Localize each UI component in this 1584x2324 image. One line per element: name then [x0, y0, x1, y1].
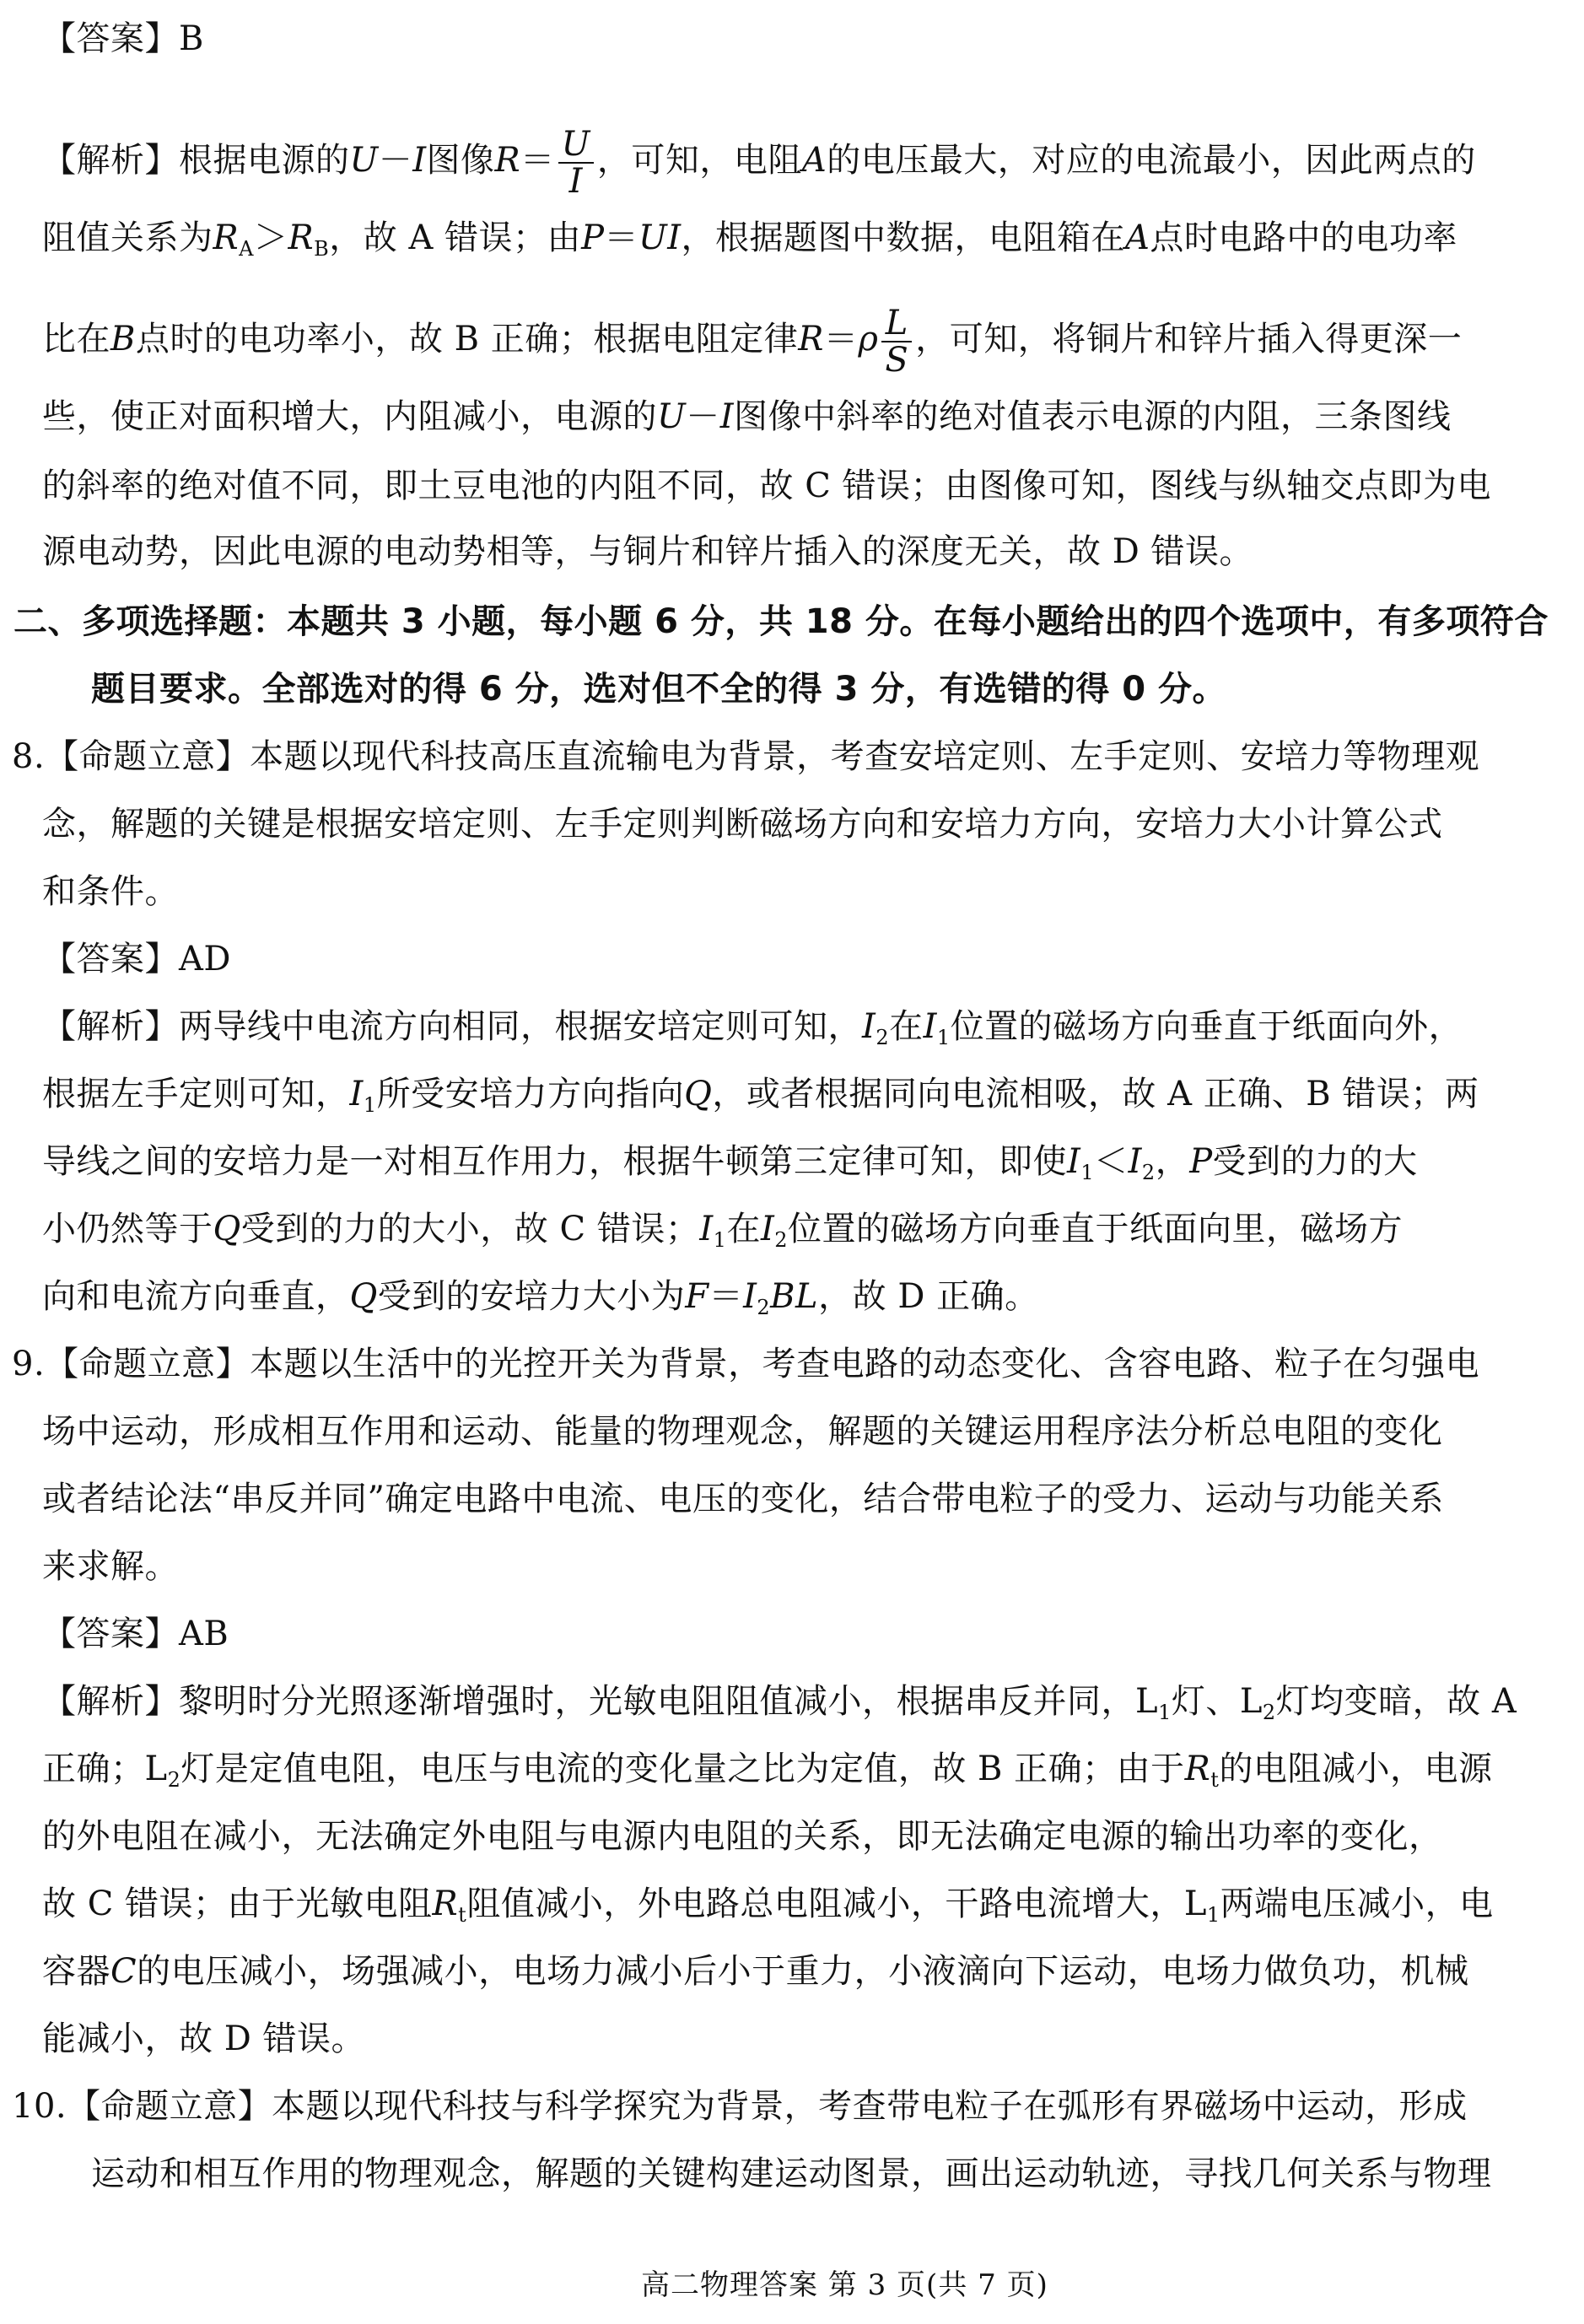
q9-analysis-line-1: 【解析】黎明时分光照逐渐增强时，光敏电阻阻值减小，根据串反并同，$L_1$灯、$L_2$灯均变暗，故 A [42, 1682, 1517, 1724]
section-2-heading-line-2: 题目要求。全部选对的得 6 分，选对但不全的得 3 分，有选错的得 0 分。 [91, 670, 1227, 709]
q8-analysis-line-2: 根据左手定则可知，$I_1$所受安培力方向指向Q，或者根据同向电流相吸，故 A 正确、B 错误；两 [42, 1075, 1479, 1117]
q8-intent-line-2: 念，解题的关键是根据安培定则、左手定则判断磁场方向和安培力方向，安培力大小计算公式 [42, 805, 1443, 844]
q8-analysis-line-4: 小仍然等于Q受到的力的大小，故 C 错误；$I_1$在$I_2$位置的磁场方向垂直于纸面向里，磁场方 [42, 1210, 1404, 1252]
q9-analysis-line-5: 容器C的电压减小，场强减小，电场力减小后小于重力，小液滴向下运动，电场力做负功，机械 [42, 1952, 1469, 1991]
analysis-7-line-1: 【解析】根据电源的U－I图像R＝ $\frac{U}{I}$ ，可知，电阻A的电压最大，对应的电流最小，因此两点的 [42, 125, 1476, 201]
q9-intent-line-4: 来求解。 [42, 1547, 179, 1586]
q9-analysis-line-2: 正确；$L_2$灯是定值电阻，电压与电流的变化量之比为定值，故 B 正确；由于$R_t$的电阻减小，电源 [42, 1750, 1493, 1792]
q9-answer: 【答案】AB [42, 1615, 229, 1653]
q8-intent-line-1: 8.【命题立意】本题以现代科技高压直流输电为背景，考查安培定则、左手定则、安培力等物理观 [12, 737, 1480, 776]
q9-intent-line-1: 9.【命题立意】本题以生活中的光控开关为背景，考查电路的动态变化、含容电路、粒子在匀强电 [12, 1345, 1480, 1383]
fraction-l-over-s: $\frac{L}{S}$ [881, 305, 912, 378]
analysis-7-line-5: 的斜率的绝对值不同，即土豆电池的内阻不同，故 C 错误；由图像可知，图线与纵轴交点即为电 [42, 466, 1492, 505]
analysis-7-line-4: 些，使正对面积增大，内阻减小，电源的U－I图像中斜率的绝对值表示电源的内阻，三条图线 [42, 397, 1452, 436]
q8-analysis-line-3: 导线之间的安培力是一对相互作用力，根据牛顿第三定律可知，即使$I_1<I_2$，P受到的力的大 [42, 1142, 1418, 1184]
q9-analysis-line-4: 故 C 错误；由于光敏电阻$R_t$阻值减小，外电路总电阻减小，干路电流增大，$L_1$两端电压减小，电 [42, 1885, 1494, 1927]
q9-analysis-line-3: 的外电阻在减小，无法确定外电阻与电源内电阻的关系，即无法确定电源的输出功率的变化， [42, 1817, 1443, 1856]
fraction-u-over-i: $\frac{U}{I}$ [558, 127, 594, 199]
section-2-heading-line-1: 二、多项选择题：本题共 3 小题，每小题 6 分，共 18 分。在每小题给出的四个选项中，有多项符合 [13, 602, 1549, 641]
q10-intent-line-2: 运动和相互作用的物理观念，解题的关键构建运动图景，画出运动轨迹，寻找几何关系与物理 [91, 2154, 1492, 2193]
q8-analysis-line-1: 【解析】两导线中电流方向相同，根据安培定则可知，$I_2$在$I_1$位置的磁场方向垂直于纸面向外， [42, 1007, 1463, 1049]
q9-intent-line-2: 场中运动，形成相互作用和运动、能量的物理观念，解题的关键运用程序法分析总电阻的变化 [42, 1412, 1443, 1451]
q8-analysis-line-5: 向和电流方向垂直，Q受到的安培力大小为$F=I_2BL$，故 D 正确。 [42, 1277, 1039, 1319]
analysis-7-line-3: 比在B点时的电功率小，故 B 正确；根据电阻定律R＝ρ $\frac{L}{S}$ ，可知，将铜片和锌片插入得更深一 [42, 304, 1463, 380]
q9-intent-line-3: 或者结论法“串反并同”确定电路中电流、电压的变化，结合带电粒子的受力、运动与功能关系 [42, 1480, 1444, 1518]
page-footer: 高二物理答案 第 3 页(共 7 页) [641, 2268, 1048, 2302]
analysis-7-line-6: 源电动势，因此电源的电动势相等，与铜片和锌片插入的深度无关，故 D 错误。 [42, 532, 1253, 571]
analysis-7-line-2: 阻值关系为$R_A>R_B$，故 A 错误；由P＝UI，根据题图中数据，电阻箱在A点时电路中的电功率 [42, 218, 1457, 261]
q9-analysis-line-6: 能减小，故 D 错误。 [42, 2019, 365, 2058]
answer-7: 【答案】B [42, 19, 204, 58]
q10-intent-line-1: 10.【命题立意】本题以现代科技与科学探究为背景，考查带电粒子在弧形有界磁场中运动，形成 [12, 2087, 1468, 2126]
q8-intent-line-3: 和条件。 [42, 872, 179, 911]
q8-answer: 【答案】AD [42, 940, 231, 979]
